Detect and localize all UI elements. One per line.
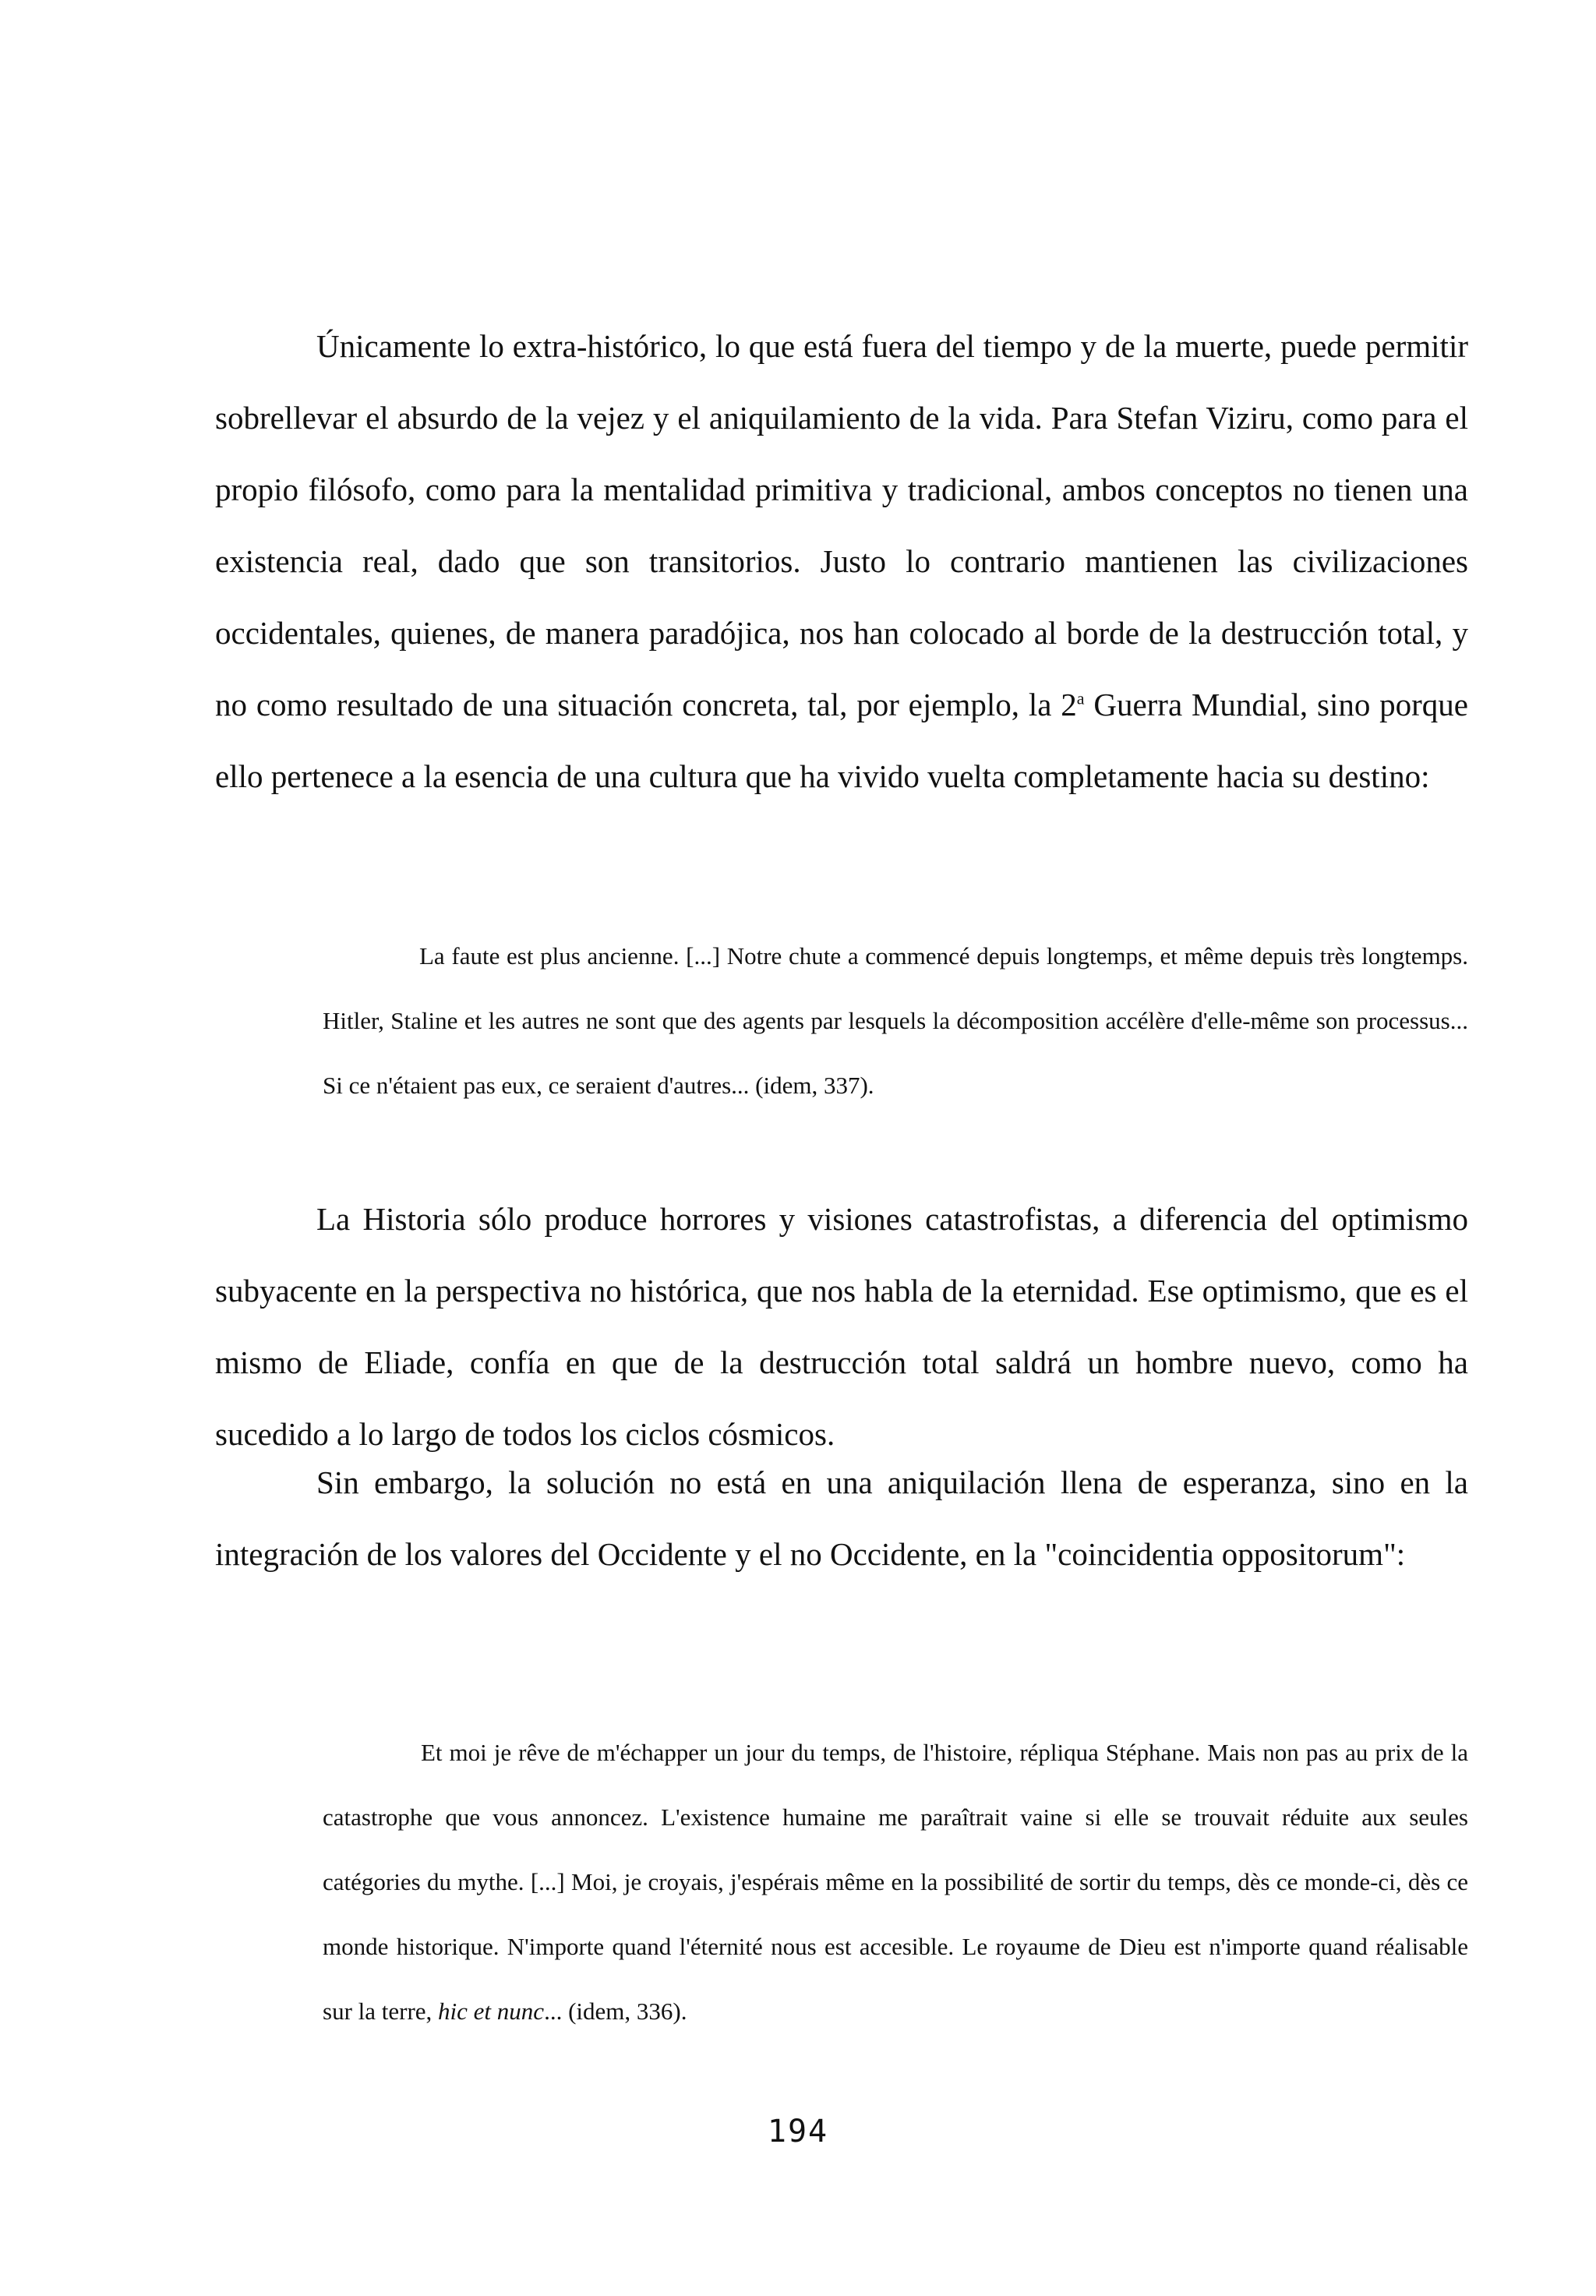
italic-latin-phrase: hic et nunc: [438, 1998, 545, 2025]
block-quote-1: La faute est plus ancienne. [...] Notre chute a commencé depuis longtemps, et même depuis très longtemps. Hitler, Staline et les autres ne sont que des agents par lesquels la décomposition accélère d'elle-même son processus... Si ce n'étaient pas eux, ce seraient d'autres... (idem, 337).: [323, 942, 1468, 1099]
paragraph-1: [215, 310, 1468, 812]
page-number: 194: [767, 2114, 829, 2149]
paragraph-3: Sin embargo, la solución no está en una aniquilación llena de esperanza, sino en la integración de los valores del Occidente y el no Occidente, en la "coincidentia oppositorum":: [215, 1464, 1468, 1572]
block-quote-2-text: Et moi je rêve de m'échapper un jour du temps, de l'histoire, répliqua Stéphane. Mais non pas au prix de la catastrophe que vous annoncez. L'existence humaine me paraîtrait vaine si elle se trouvait réduite aux seules catégories du mythe. [...] Moi, je croyais, j'espérais même en la possibilité de sortir du temps, dès ce monde-ci, dès ce monde historique. N'importe quand l'éternité nous est accesible. Le royaume de Dieu est n'importe quand réalisable sur la terre,: [323, 1739, 1468, 2025]
paragraph-1-tail: Guerra Mundial, sino porque ello pertenece a la esencia de una cultura que ha vivido vuelta completamente hacia su destino:: [215, 687, 1469, 794]
block-quote-2: [323, 1720, 1468, 2043]
paragraph-1-text: Únicamente lo extra-histórico, lo que está fuera del tiempo y de la muerte, puede permitir sobrellevar el absurdo de la vejez y el aniquilamiento de la vida. Para Stefan Viziru, como para el propio filósofo, como para la mentalidad primitiva y tradicional, ambos conceptos no tienen una existencia real, dado que son transitorios. Justo lo contrario mantienen las civilizaciones occidentales, quienes, de manera paradójica, nos han colocado al borde de la destrucción total, y no como resultado de una situación concreta, tal, por ejemplo, la 2: [215, 328, 1468, 722]
ordinal-superscript: a: [1076, 688, 1085, 708]
block-quote-2-tail: ... (idem, 336).: [544, 1998, 687, 2025]
paragraph-2: La Historia sólo produce horrores y visiones catastrofistas, a diferencia del optimismo subyacente en la perspectiva no histórica, que nos habla de la eternidad. Ese optimismo, que es el mismo de Eliade, confía en que de la destrucción total saldrá un hombre nuevo, como ha sucedido a lo largo de todos los ciclos cósmicos.: [215, 1201, 1468, 1452]
